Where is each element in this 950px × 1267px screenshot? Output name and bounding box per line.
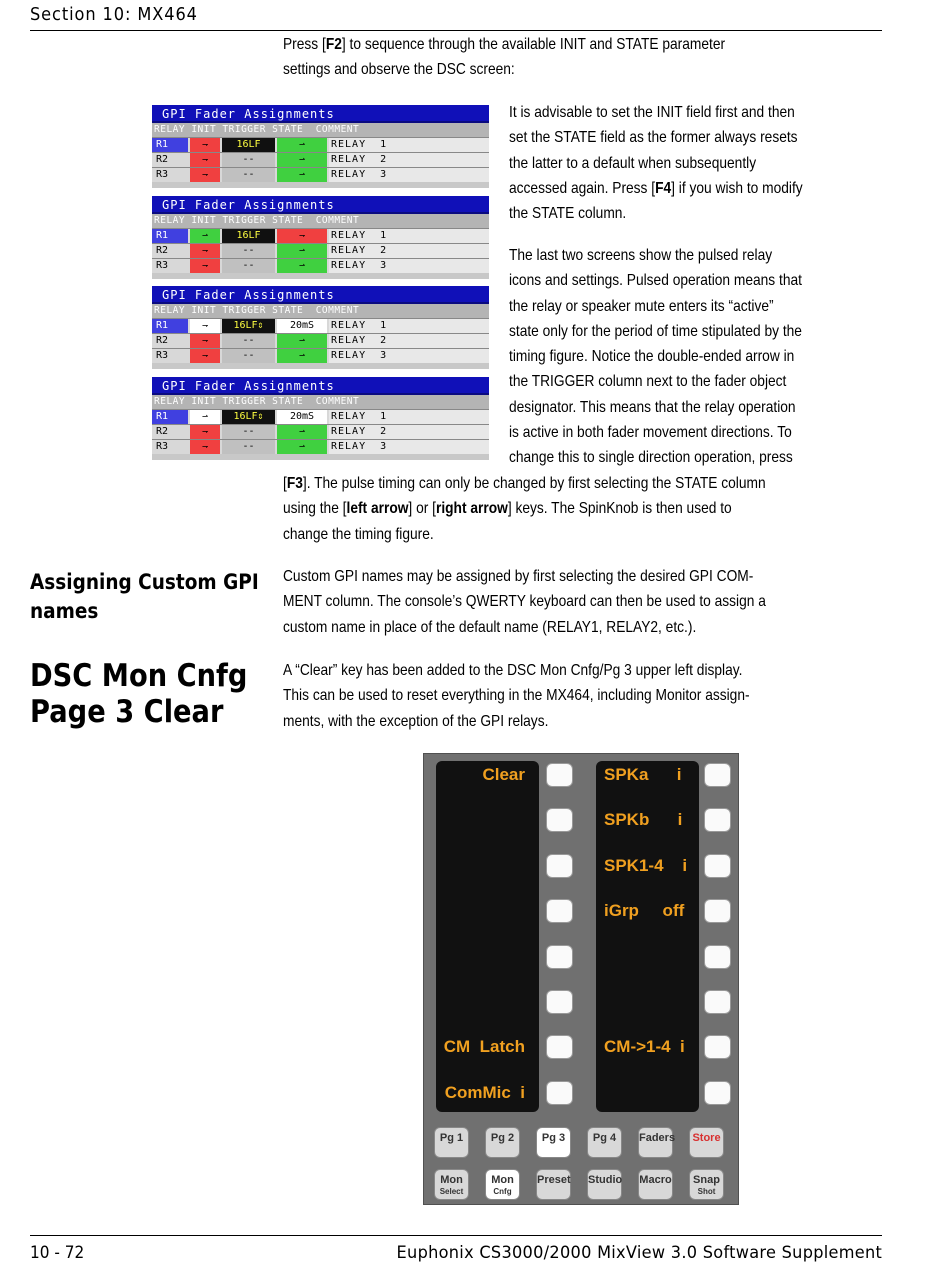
header-rule	[30, 30, 882, 31]
gpi-relay-row	[152, 167, 489, 182]
button-label: Pg 3	[541, 1132, 566, 1144]
state-icon: 20mS	[277, 410, 327, 424]
state-icon: ⇀	[277, 153, 327, 167]
left-lcd-display	[436, 761, 539, 1112]
trigger-value: --	[222, 440, 275, 454]
section-header: Section 10: MX464	[30, 4, 198, 25]
gpi-relay-row	[152, 318, 489, 333]
right-soft-key-button[interactable]	[704, 945, 731, 969]
right-soft-key-button[interactable]	[704, 1035, 731, 1059]
relay-comment: RELAY 1	[329, 229, 489, 243]
relay-id: R3	[156, 169, 169, 180]
button-sublabel: Select	[439, 1187, 464, 1196]
gpi-fader-assignments-screen	[152, 377, 489, 460]
state-icon: ⇀	[277, 138, 327, 152]
relay-comment: RELAY 3	[329, 168, 489, 182]
init-icon: ⇁	[190, 349, 220, 363]
relay-comment: RELAY 3	[329, 259, 489, 273]
right-soft-key-button[interactable]	[704, 854, 731, 878]
init-icon: ⇁	[190, 259, 220, 273]
right-column-paragraph-2: The last two screens show the pulsed relay icons and settings. Pulsed operation means that the relay or speaker mute enters its “active” state only for the period of time stipulated by the timing figure. Notice the double-ended arrow in the TRIGGER column next to the fader object designator. This means that the relay operation is active in both fader movement directions. To change this to single direction operation, press	[509, 247, 802, 467]
right-soft-key-button[interactable]	[704, 808, 731, 832]
right-soft-key-button[interactable]	[704, 1081, 731, 1105]
relay-comment: RELAY 1	[329, 138, 489, 152]
state-icon: ⇀	[277, 334, 327, 348]
trigger-value: --	[222, 334, 275, 348]
state-icon: ⇀	[277, 168, 327, 182]
dsc-paragraph: A “Clear” key has been added to the DSC Mon Cnfg/Pg 3 upper left display. This can be used to reset everything in the MX464, including Monitor assign- ments, with the exception of the GPI relays.	[283, 662, 750, 730]
init-icon: ⇁	[190, 319, 220, 333]
page-button-macro[interactable]	[638, 1169, 673, 1200]
left-soft-key-button[interactable]	[546, 1081, 573, 1105]
state-icon: ⇀	[277, 425, 327, 439]
gpi-fader-assignments-screen	[152, 196, 489, 279]
init-icon: ⇀	[190, 229, 220, 243]
state-icon: ⇀	[277, 440, 327, 454]
gpi-relay-row	[152, 243, 489, 258]
page-button-faders[interactable]	[638, 1127, 676, 1158]
key-left-arrow: left arrow	[346, 500, 409, 518]
custom-gpi-paragraph: Custom GPI names may be assigned by first selecting the desired GPI COM- MENT column. The console’s QWERTY keyboard can then be used to assign a custom name in place of the default name (RELAY1, RELAY2, etc.).	[283, 568, 766, 636]
footer-rule	[30, 1235, 882, 1236]
relay-id: R1	[152, 410, 188, 424]
init-icon: ⇁	[190, 334, 220, 348]
trigger-value: 16LF	[222, 138, 275, 152]
init-icon: ⇁	[190, 168, 220, 182]
intro-paragraph	[283, 32, 725, 83]
gpi-screen-title: GPI Fader Assignments	[152, 377, 489, 395]
key-right-arrow: right arrow	[435, 500, 508, 518]
trigger-value: 16LF⇕	[222, 410, 275, 424]
left-soft-key-button[interactable]	[546, 808, 573, 832]
page-button-pg-3[interactable]	[536, 1127, 571, 1158]
relay-id: R3	[156, 441, 169, 452]
relay-id: R2	[156, 335, 169, 346]
left-soft-key-button[interactable]	[546, 763, 573, 787]
state-icon: ⇁	[277, 229, 327, 243]
trigger-value: --	[222, 244, 275, 258]
gpi-fader-assignments-screen	[152, 286, 489, 369]
state-icon: ⇀	[277, 349, 327, 363]
left-soft-key-button[interactable]	[546, 945, 573, 969]
left-display-label: CM Latch	[443, 1037, 525, 1056]
gpi-relay-row	[152, 424, 489, 439]
right-soft-key-button[interactable]	[704, 763, 731, 787]
dsc-mon-cnfg-panel	[423, 753, 739, 1205]
gpi-screen-title: GPI Fader Assignments	[152, 286, 489, 304]
gpi-column-headers: RELAY INIT TRIGGER STATE COMMENT	[152, 214, 489, 228]
trigger-value: --	[222, 153, 275, 167]
relay-id: R2	[156, 154, 169, 165]
button-label: Pg 2	[490, 1132, 515, 1144]
button-label: Macro	[639, 1174, 672, 1186]
relay-comment: RELAY 2	[329, 244, 489, 258]
page-button-studio[interactable]	[587, 1169, 622, 1200]
trigger-value: --	[222, 168, 275, 182]
button-label: Preset	[537, 1174, 571, 1186]
heading-assigning-custom-gpi: Assigning Custom GPI names	[30, 570, 259, 623]
right-column-paragraph-1: It is advisable to set the INIT field first and then set the STATE field as the former always resets the latter to a default when subsequently accessed again. Press [F4] if you wish to modify the STATE column.	[509, 104, 803, 223]
continuation-paragraph: [F3]. The pulse timing can only be changed by first selecting the STATE column using the [left arrow] or [right arrow] keys. The SpinKnob is then used to change the timing figure.	[283, 475, 766, 543]
gpi-relay-row	[152, 348, 489, 363]
gpi-column-headers: RELAY INIT TRIGGER STATE COMMENT	[152, 304, 489, 318]
init-icon: ⇁	[190, 440, 220, 454]
left-soft-key-button[interactable]	[546, 1035, 573, 1059]
gpi-relay-row	[152, 228, 489, 243]
trigger-value: --	[222, 425, 275, 439]
key-f2: F2	[325, 36, 342, 53]
gpi-relay-row	[152, 333, 489, 348]
gpi-screen-title: GPI Fader Assignments	[152, 105, 489, 123]
left-soft-key-button[interactable]	[546, 854, 573, 878]
button-label: Pg 1	[439, 1132, 464, 1144]
intro-text: Press [	[283, 36, 326, 53]
button-label: Pg 4	[592, 1132, 617, 1144]
heading-dsc-mon-cnfg: DSC Mon Cnfg Page 3 Clear	[30, 658, 248, 730]
key-f4: F4	[655, 179, 672, 197]
page-button-pg-1[interactable]	[434, 1127, 469, 1158]
document-title: Euphonix CS3000/2000 MixView 3.0 Software Supplement	[396, 1243, 882, 1263]
right-soft-key-button[interactable]	[704, 899, 731, 923]
relay-id: R1	[152, 138, 188, 152]
gpi-relay-row	[152, 439, 489, 454]
right-display-label: SPKa i	[604, 765, 682, 784]
relay-comment: RELAY 2	[329, 425, 489, 439]
page-button-pg-4[interactable]	[587, 1127, 622, 1158]
page-button-mon[interactable]	[434, 1169, 469, 1200]
button-label: Mon	[491, 1174, 514, 1186]
init-icon: ⇁	[190, 153, 220, 167]
right-display-label: iGrp off	[604, 901, 685, 920]
gpi-screen-title: GPI Fader Assignments	[152, 196, 489, 214]
right-display-label: SPKb i	[604, 810, 683, 829]
page-number: 10 - 72	[30, 1243, 85, 1263]
relay-comment: RELAY 3	[329, 349, 489, 363]
relay-id: R1	[152, 319, 188, 333]
left-display-label: ComMic i	[444, 1083, 525, 1102]
relay-comment: RELAY 1	[329, 319, 489, 333]
relay-comment: RELAY 2	[329, 334, 489, 348]
gpi-column-headers: RELAY INIT TRIGGER STATE COMMENT	[152, 123, 489, 137]
left-soft-key-button[interactable]	[546, 899, 573, 923]
relay-id: R3	[156, 350, 169, 361]
relay-comment: RELAY 1	[329, 410, 489, 424]
intro-text: ] to sequence through the available INIT and STATE parameter	[341, 36, 726, 53]
gpi-column-headers: RELAY INIT TRIGGER STATE COMMENT	[152, 395, 489, 409]
button-label: Snap	[693, 1174, 720, 1186]
left-soft-key-button[interactable]	[546, 990, 573, 1014]
relay-comment: RELAY 3	[329, 440, 489, 454]
state-icon: 20mS	[277, 319, 327, 333]
gpi-relay-row	[152, 409, 489, 424]
state-icon: ⇀	[277, 244, 327, 258]
button-sublabel: Cnfg	[493, 1187, 512, 1196]
page-button-preset[interactable]	[536, 1169, 571, 1200]
relay-id: R2	[156, 426, 169, 437]
trigger-value: 16LF	[222, 229, 275, 243]
relay-id: R2	[156, 245, 169, 256]
button-label: Store	[692, 1132, 721, 1144]
button-label: Studio	[588, 1174, 623, 1186]
page-button-pg-2[interactable]	[485, 1127, 520, 1158]
state-icon: ⇀	[277, 259, 327, 273]
page-button-store[interactable]	[689, 1127, 724, 1158]
right-soft-key-button[interactable]	[704, 990, 731, 1014]
trigger-value: --	[222, 259, 275, 273]
button-sublabel: Shot	[697, 1187, 716, 1196]
gpi-relay-row	[152, 152, 489, 167]
relay-id: R1	[152, 229, 188, 243]
left-display-label: Clear	[482, 765, 525, 784]
init-icon: ⇁	[190, 138, 220, 152]
right-display-label: CM->1-4 i	[604, 1037, 685, 1056]
trigger-value: --	[222, 349, 275, 363]
init-icon: ⇁	[190, 244, 220, 258]
page-button-snap[interactable]	[689, 1169, 724, 1200]
button-label: Faders	[639, 1132, 676, 1144]
gpi-relay-row	[152, 258, 489, 273]
init-icon: ⇁	[190, 425, 220, 439]
trigger-value: 16LF⇕	[222, 319, 275, 333]
gpi-fader-assignments-screen	[152, 105, 489, 188]
init-icon: ⇀	[190, 410, 220, 424]
key-f3: F3	[286, 475, 303, 492]
button-label: Mon	[440, 1174, 463, 1186]
right-display-label: SPK1-4 i	[604, 856, 688, 875]
page-button-mon[interactable]	[485, 1169, 520, 1200]
relay-comment: RELAY 2	[329, 153, 489, 167]
gpi-relay-row	[152, 137, 489, 152]
relay-id: R3	[156, 260, 169, 271]
intro-text: settings and observe the DSC screen:	[283, 61, 515, 79]
